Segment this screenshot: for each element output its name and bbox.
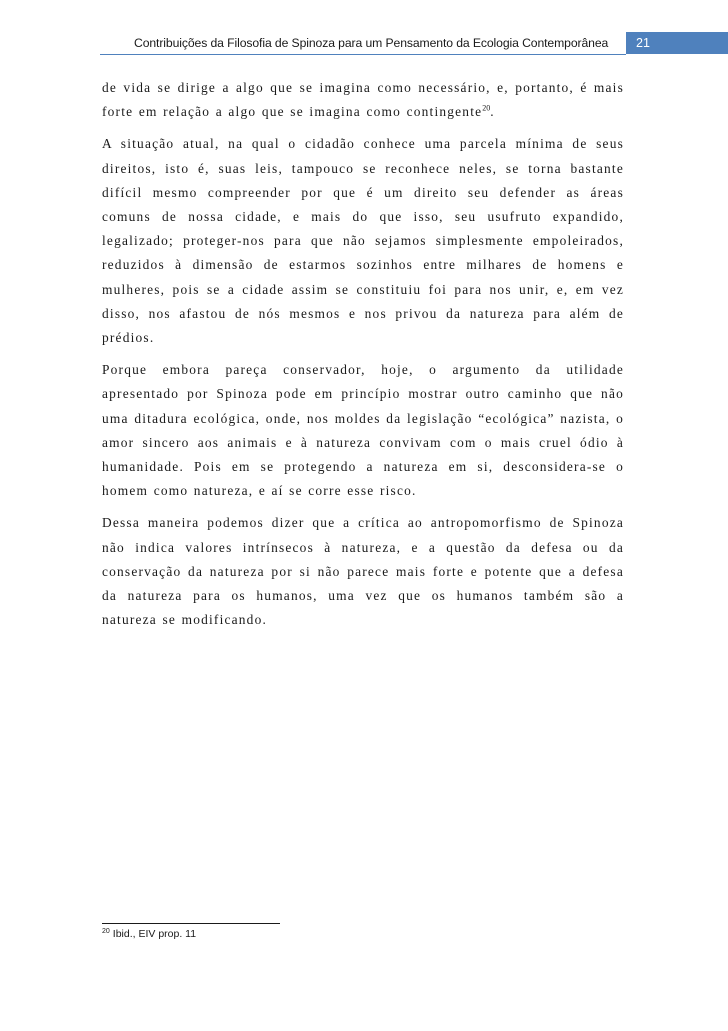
header-rule: [100, 54, 626, 55]
footnote-text: Ibid., EIV prop. 11: [112, 928, 197, 940]
paragraph-4: Dessa maneira podemos dizer que a crítica ao antropomorfismo de Spinoza não indica valores intrínsecos à natureza, e a questão da defesa ou da conservação da natureza por si não parece mais forte e potente que a defesa da natureza para os humanos, uma vez que os humanos também são a natureza se modificando.: [102, 515, 624, 628]
footnote: [102, 928, 196, 940]
footnote-separator: [102, 923, 280, 924]
paragraph-1: [102, 76, 624, 124]
body-text: [102, 76, 624, 640]
paragraph-1-text: de vida se dirige a algo que se imagina como necessário, e, portanto, é mais forte em relação a algo que se imagina como contingente: [102, 80, 624, 120]
footnote-number: 20: [102, 927, 110, 935]
paragraph-3: Porque embora pareça conservador, hoje, o argumento da utilidade apresentado por Spinoza pode em princípio mostrar outro caminho que não uma ditadura ecológica, onde, nos moldes da legislação “ecológica” nazista, o amor sincero aos animais e à natureza convivam com o mais cruel ódio à humanidade. Pois em se protegendo a natureza em si, desconsidera-se o homem como natureza, e aí se corre esse risco.: [102, 362, 624, 499]
paragraph-2: A situação atual, na qual o cidadão conhece uma parcela mínima de seus direitos, isto é, suas leis, tampouco se reconhece neles, se torna bastante difícil mesmo compreender por que é um direito seu defender as áreas comuns de nossa cidade, e mais do que isso, seu usufruto expandido, legalizado; proteger-nos para que não sejamos simplesmente empoleirados, reduzidos à dimensão de estarmos sozinhos entre milhares de homens e mulheres, pois se a cidade assim se constituiu foi para nos unir, e, em vez disso, nos afastou de nós mesmos e nos privou da natureza para além de prédios.: [102, 136, 624, 346]
page-header: [0, 32, 728, 56]
footnote-ref[interactable]: 20: [482, 103, 491, 113]
paragraph-1-end: .: [490, 104, 495, 120]
header-title: Contribuições da Filosofia de Spinoza para um Pensamento da Ecologia Contemporânea: [134, 36, 609, 50]
page-number-box: [626, 32, 728, 54]
page-number: 21: [636, 36, 650, 50]
